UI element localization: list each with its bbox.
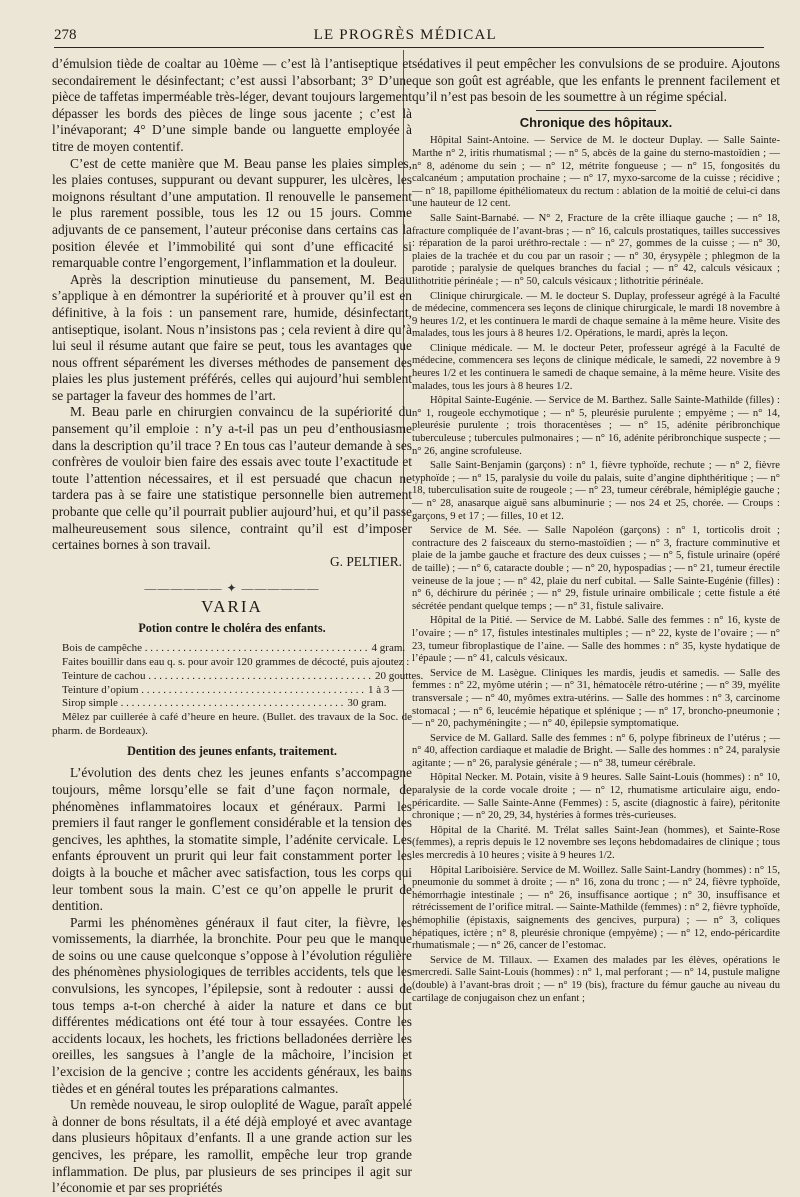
right-column xyxy=(412,56,780,1007)
paragraph: C’est de cette manière que M. Beau panse les plaies simples, les plaies contuses, suppurant ou devant suppurer, les ulcères, les moignons résultant d’une amputation. Il renouvelle le pansement le plus rarement possible, tous les 12 ou 15 jours. Comme adjuvants de ce pansement, l’auteur préconise dans certains cas la position élevée et l’immobilité qui sont d’une efficacité si remarquable contre l’engorgement, l’inflammation et la douleur. xyxy=(52,155,412,271)
chronicle-entries xyxy=(412,135,780,1005)
recipe xyxy=(52,642,424,739)
chronicle-entry: Hôpital Saint-Antoine. — Service de M. le docteur Duplay. — Salle Sainte-Marthe n° 2, iritis rhumatismal ; — n° 5, abcès de la gaine du sterno-mastoïdien ; — n° 8, adénome du sein ; — n° 12, métrite fongueuse ; — n° 15, fongosités du calcanéum ; amputation prochaine ; — n° 17, myxo-sarcome de la cuisse ; récidive ; — n° 18, papillome épithéliomateux du rectum : ablation de la moitié de celui-ci dans une hauteur de 12 cent. xyxy=(412,135,780,210)
left-column xyxy=(52,56,424,1197)
journal-title: LE PROGRÈS MÉDICAL xyxy=(313,27,497,43)
chronicle-entry: Service de M. Tillaux. — Examen des malades par les élèves, opérations le mercredi. Salle Saint-Louis (hommes) : n° 1, mal perforant ; — n° 14, pustule maligne (double) à l’avant-bras droit ; — n° 19 (bis), fracture du fémur gauche au niveau du cartilage de conjugaison chez un enfant ; xyxy=(412,954,780,1004)
chronicle-entry: Salle Saint-Barnabé. — N° 2, Fracture de la crête illiaque gauche ; — n° 18, fracture compliquée de l’avant-bras ; — n° 16, calculs prostatiques, tailles successives : réparation de la paroi uréthro-rectale : — n° 27, gommes de la cuisse ; — n° 30, plaies de la trachée et du cou par un rasoir ; — n° 30, érysypèle ; phlegmon de la parotide ; paralysie de quelques branches du facial ; — n° 42, calculs vésicaux ; lithotritie périnéale ; — n° 50, calculs vésicaux ; lithotritie périnéale. xyxy=(412,212,780,287)
recipe-line: Sirop simple . . . 30 gram. xyxy=(52,697,412,711)
chronicle-entry: Service de M. Lasègue. Cliniques les mardis, jeudis et samedis. — Salle des femmes : n° 22, myôme utérin ; — n° 31, hématocèle rétro-utérine ; — n° 39, myélite transversale ; — n° 40, myômes extra-utérins. — Salle des hommes : n° 3, carcinome stomacal ; — n° 6, leucémie hépatique et splénique ; — n° 17, broncho-pneumonie ; — n° 20, pachyméningite ; — n° 40, épilepsie symptomatique. xyxy=(412,667,780,730)
paragraph: M. Beau parle en chirurgien convaincu de la supériorité du pansement qu’il emploie : n’y a-t-il pas un peu d’enthousiasme dans la description qu’il trace ? En tous cas l’auteur demande à ses confrères de vouloir bien faire des essais avec toute l’exactitude et toute l’attention nécessaires, et il est persuadé que chacun ne tardera pas à se faire une statistique personnelle bien autrement probante que celle qu’il pourrait publier aujourd’hui, et qu’il passe malheureusement sous silence, contraint qu’il est d’imposer certaines bornes à son travail. xyxy=(52,404,412,553)
author-signature: G. PELTIER. xyxy=(329,553,402,569)
chronicle-entry: Hôpital de la Charité. M. Trélat salles Saint-Jean (hommes), et Sainte-Rose (femmes), a repris depuis le 12 novembre ses leçons hebdomadaires de clinique ; tous les mercredis à 10 heures ; visite à 9 heures 1/2. xyxy=(412,824,780,862)
paragraph: L’évolution des dents chez les jeunes enfants s’accompagne toujours, même lorsqu’elle se fait d’une façon normale, de phénomènes inflammatoires locaux et généraux. Parmi les premiers il faut ranger le gonflement considérable et la tension des gencives, les aphthes, la stomatite simple, l’adénite cervicale. Les enfants éprouvent un prurit qui leur fait constamment porter les doigts à la bouche et mâcher avec satisfaction, tous les corps qui leur tombent sous la main. C’est ce qu’on appelle le prurit de dentition. xyxy=(52,765,412,914)
dentition-title: Dentition des jeunes enfants, traitement. xyxy=(127,743,337,758)
chronicle-entry: Hôpital de la Pitié. — Service de M. Labbé. Salle des femmes : n° 16, kyste de l’ovaire ; — n° 17, fistules intestinales multiples ; — n° 22, kyste de l’ovaire ; — n° 23, tumeur fibroplastique de l’aine. — Salle des hommes : n° 35, kyste hydatique de l’épaule ; — n° 41, calculs vésicaux. xyxy=(412,615,780,665)
chronicle-title: Chronique des hôpitaux. xyxy=(519,114,673,130)
title-rule xyxy=(536,110,656,111)
page-header xyxy=(54,14,764,48)
recipe-title: Potion contre le choléra des enfants. xyxy=(138,620,326,635)
paragraph: Après la description minutieuse du pansement, M. Beau s’applique à en démontrer la supériorité et à prouver qu’il est en définitive, à la fois : un pansement rare, humide, désinfectant, antiseptique, isolant. Nous n’insistons pas ; cela revient à dire qu’à lui seul il résume autant que faire se peut, tous les avantages que nous offrent séparément les diverses méthodes de pansement des plaies les plus justement préférés, celles qui aujourd’hui semblent se partager la faveur des hommes de l’art. xyxy=(52,271,412,403)
chronicle-entry: Hôpital Sainte-Eugénie. — Service de M. Barthez. Salle Sainte-Mathilde (filles) : n° 1, rougeole ecchymotique ; — n° 5, pleurésie purulente ; empyème ; — n° 14, pleurésie purulente ; trois thoracentèses ; — n° 15, adénite péribronchique tuberculeuse ; tubercules pulmonaires ; — n° 16, adénite péribronchique suspecte ; — n° 26, angine scrofuleuse. xyxy=(412,395,780,457)
paragraph: sédatives il peut empêcher les convulsions de se produire. Ajoutons que son goût est agréable, que les enfants le prennent facilement et qu’il n’est pas besoin de les soumettre à un régime spécial. xyxy=(412,56,780,105)
chronicle-entry: Salle Saint-Benjamin (garçons) : n° 1, fièvre typhoïde, rechute ; — n° 2, fièvre typhoïde ; — n° 15, paralysie du voile du palais, suite d’angine diphthéritique ; — n° 18, tuberculisation suite de rougeole ; — n° 23, tumeur cérébrale, hémiplégie gauche ; — n° 28, anasarque aiguë sans albuminurie ; — nos 24 et 25, chorée. — Croups : garçons, 9 et 17 ; — filles, 10 et 12. xyxy=(412,460,780,522)
recipe-note: Mêlez par cuillerée à café d’heure en heure. (Bullet. des travaux de la Soc. de pharm. de Bordeaux). xyxy=(52,711,412,737)
chronicle-entry: Hôpital Lariboisière. Service de M. Woillez. Salle Saint-Landry (hommes) : n° 15, pneumonie du sommet à droite ; — n° 16, zona du tronc ; — n° 24, fièvre typhoïde, hémorrhagie intestinale ; — n° 26, insuffisance aortique ; n° 30, insuffisance et rétrécissement de l’orifice mitral. — Sainte-Mathilde (femmes) : n° 2, fièvre typhoïde, hémophilie (épistaxis, saignements des gencives, purpura) ; — n° 3, coliques hépatiques, ictère ; n° 8, pleurésie chronique (empyème) ; — n° 12, endo-péricardite rhumatismale ; — n° 26, cancer de l’estomac. xyxy=(412,864,780,952)
chronicle-entry: Hôpital Necker. M. Potain, visite à 9 heures. Salle Saint-Louis (hommes) : n° 10, paralysie de la corde vocale droite ; — n° 12, rhumatisme articulaire aigu, endo-péricardite. — Salle Sainte-Anne (Femmes) : 5, ascite (diagnostic à faire), péritonite chronique ; — n° 20, 29, 34, hystéries à formes très-curieuses. xyxy=(412,772,780,822)
page-number: 278 xyxy=(54,27,77,43)
chronicle-entry: Clinique chirurgicale. — M. le docteur S. Duplay, professeur agrégé à la Faculté de médecine, commencera ses leçons de clinique chirurgicale, le mardi 18 novembre à 9 heures 1/2, et les continuera le mardi de chaque semaine à la même heure. Visite des malades, tous les jours à 8 heures 1/2. Opérations, le mardi, après la leçon. xyxy=(412,290,780,340)
section-title-varia: VARIA xyxy=(201,597,263,616)
paragraph: Un remède nouveau, le sirop ouloplité de Wague, paraît appelé à donner de bons résultats, il a été déjà employé et avec avantage dans plusieurs hôpitaux d’enfants. Il a une grande action sur les gencives, les prépare, les ramollit, empêche leur trop grande inflammation. De plus, par plusieurs de ses principes il agit sur l’économie et par ses propriétés xyxy=(52,1097,412,1196)
ornament-divider: —————— ✦ —————— xyxy=(144,581,320,596)
paragraph: Parmi les phénomènes généraux il faut citer, la fièvre, les vomissements, la diarrhée, la bronchite. Pour peu que le manque de soins ou une cause quelconque s’oppose à l’évolution régulière des phénomènes physiologiques de terribles accidents, tels que les convulsions, les syncopes, l’épilepsie, sont à redouter : aussi de tous temps a-t-on cherché à aider la nature et dans ce but différentes médications ont été tour à tour essayées. Contre les accidents locaux, les hochets, les frictions belladonées derrière les oreilles, les sangsues à l’angle de la mâchoire, l’incision et l’excision de la gencive ; contre les accidents généraux, les bains tièdes et en général toutes les préparations calmantes. xyxy=(52,914,412,1096)
chronicle-entry: Clinique médicale. — M. le docteur Peter, professeur agrégé à la Faculté de médecine, commencera ses leçons de clinique médicale, le samedi, 22 novembre à 9 heures 1/2 et les continuera le samedi de chaque semaine, à la même heure. Visite des malades, tous les jours à 8 heures 1/2. xyxy=(412,342,780,392)
recipe-line: Bois de campêche . . . 4 gram. xyxy=(52,642,412,656)
recipe-line: Teinture de cachou . . . 20 gouttes. xyxy=(52,670,412,684)
recipe-instruction: Faites bouillir dans eau q. s. pour avoir 120 grammes de décocté, puis ajoutez : xyxy=(62,655,410,668)
recipe-line: Teinture d’opium . . . 1 à 3 — xyxy=(52,684,412,698)
chronicle-entry: Service de M. Sée. — Salle Napoléon (garçons) : n° 1, torticolis droit ; contracture des 2 faisceaux du sterno-mastoïdien ; — n° 3, fracture comminutive et plaie de la jambe gauche et fracture des deux cuisses ; — n° 5, fistule urinaire (opéré de taille) ; — n° 6, cataracte double ; — n° 20, hypospadias ; — n° 21, tumeur érectile veineuse de la joue ; — n° 42, plaie du nerf cubital. — Salle Sainte-Eugénie (filles) : n° 6, déchirure du périnée ; — n° 29, fistule urinaire ombilicale ; cette fistule a été sécrétée pendant quelque temps ; — n° 31, fistule salivaire. xyxy=(412,525,780,612)
paragraph: d’émulsion tiède de coaltar au 10ème — c’est là l’antiseptique et secondairement le désinfectant; c’est aussi l’absorbant; 3° D’une pièce de taffetas imperméable très-léger, devant toujours largement dépasser les bords des pièces de linge sous jacente ; c’est là l’inévaporant; 4° D’une simple bande ou languette employée à titre de moyen contentif. xyxy=(52,56,412,154)
chronicle-entry: Service de M. Gallard. Salle des femmes : n° 6, polype fibrineux de l’utérus ; — n° 40, affection cardiaque et maladie de Bright. — Salle des hommes : n° 24, paralysie agitante ; — n° 26, paralysie générale ; — n° 38, tumeur cérébrale. xyxy=(412,732,780,769)
